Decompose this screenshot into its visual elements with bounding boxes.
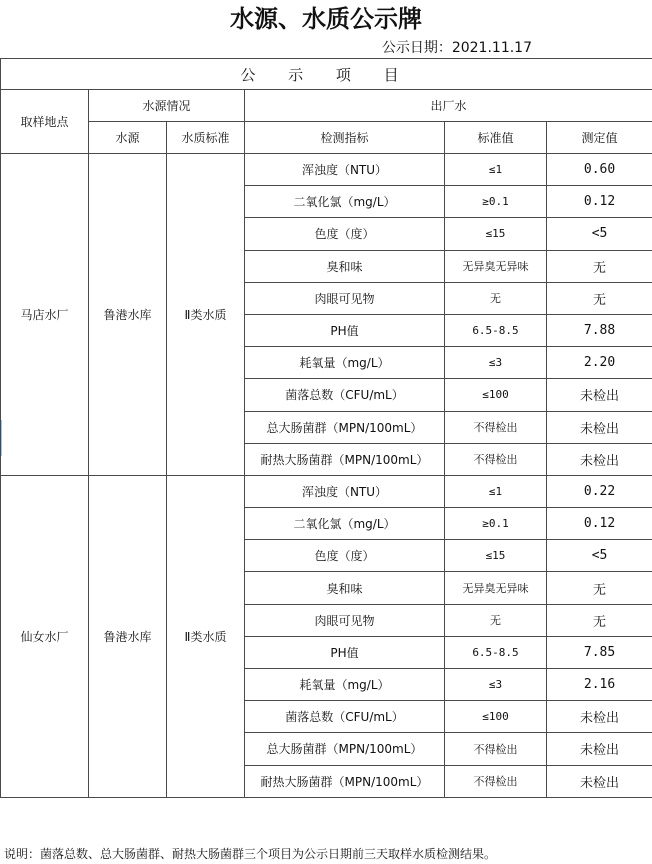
indicator-cell: 耗氧量（mg/L） bbox=[245, 669, 445, 701]
plant-name: 马店水厂 bbox=[1, 154, 89, 476]
standard-value-cell: ≤3 bbox=[445, 347, 547, 379]
publish-date: 公示日期：2021.11.17 bbox=[381, 40, 532, 56]
measured-value-cell: 未检出 bbox=[547, 379, 652, 411]
standard-value-cell: ≤100 bbox=[445, 379, 547, 411]
standard-value-cell: 不得检出 bbox=[445, 765, 547, 797]
standard-value-cell: ≤1 bbox=[445, 475, 547, 507]
indicator-cell: 浑浊度（NTU） bbox=[245, 475, 445, 507]
standard-value-cell: ≤15 bbox=[445, 540, 547, 572]
measured-value-cell: 无 bbox=[547, 572, 652, 604]
indicator-cell: 色度（度） bbox=[245, 540, 445, 572]
measured-value-cell: 0.22 bbox=[547, 475, 652, 507]
measured-value-cell: 2.16 bbox=[547, 669, 652, 701]
indicator-cell: 色度（度） bbox=[245, 218, 445, 250]
standard-value-cell: 不得检出 bbox=[445, 733, 547, 765]
measured-value-cell: 2.20 bbox=[547, 347, 652, 379]
standard-value-cell: ≤3 bbox=[445, 669, 547, 701]
indicator-cell: PH值 bbox=[245, 314, 445, 346]
measured-value-cell: 未检出 bbox=[547, 733, 652, 765]
standard-value-cell: 无 bbox=[445, 604, 547, 636]
water-source: 鲁港水库 bbox=[89, 154, 167, 476]
indicator-cell: 臭和味 bbox=[245, 572, 445, 604]
measured-value-cell: 0.60 bbox=[547, 154, 652, 186]
source-group-header: 水源情况 bbox=[89, 90, 245, 122]
standard-value-cell: 6.5-8.5 bbox=[445, 314, 547, 346]
indicator-cell: 臭和味 bbox=[245, 250, 445, 282]
table-row bbox=[1, 475, 652, 507]
measured-value-cell: 0.12 bbox=[547, 186, 652, 218]
measured-value-cell: 未检出 bbox=[547, 411, 652, 443]
indicator-cell: 耗氧量（mg/L） bbox=[245, 347, 445, 379]
measured-value-cell: 7.85 bbox=[547, 636, 652, 668]
measured-value-cell: 7.88 bbox=[547, 314, 652, 346]
indicator-cell: 耐热大肠菌群（MPN/100mL） bbox=[245, 765, 445, 797]
indicator-cell: 肉眼可见物 bbox=[245, 604, 445, 636]
indicator-cell: 二氧化氯（mg/L） bbox=[245, 186, 445, 218]
standard-value-cell: ≤100 bbox=[445, 701, 547, 733]
quality-grade: Ⅱ类水质 bbox=[167, 475, 245, 797]
standard-value-cell: 不得检出 bbox=[445, 443, 547, 475]
measured-value-cell: <5 bbox=[547, 218, 652, 250]
indicator-cell: 二氧化氯（mg/L） bbox=[245, 508, 445, 540]
quality-standard-header: 水质标准 bbox=[167, 122, 245, 154]
measured-value-cell: 无 bbox=[547, 604, 652, 636]
column-header-row bbox=[1, 122, 652, 154]
standard-value-cell: ≤1 bbox=[445, 154, 547, 186]
quality-grade: Ⅱ类水质 bbox=[167, 154, 245, 476]
indicator-cell: 浑浊度（NTU） bbox=[245, 154, 445, 186]
indicator-cell: 菌落总数（CFU/mL） bbox=[245, 379, 445, 411]
measured-value-cell: 未检出 bbox=[547, 443, 652, 475]
indicator-cell: PH值 bbox=[245, 636, 445, 668]
indicator-cell: 菌落总数（CFU/mL） bbox=[245, 701, 445, 733]
outlet-group-header: 出厂水 bbox=[245, 90, 652, 122]
measured-value-header: 测定值 bbox=[547, 122, 652, 154]
indicator-cell: 肉眼可见物 bbox=[245, 282, 445, 314]
standard-value-header: 标准值 bbox=[445, 122, 547, 154]
water-quality-table bbox=[0, 58, 652, 798]
location-header: 取样地点 bbox=[1, 90, 89, 154]
indicator-header: 检测指标 bbox=[245, 122, 445, 154]
water-source: 鲁港水库 bbox=[89, 475, 167, 797]
measured-value-cell: <5 bbox=[547, 540, 652, 572]
board-title: 水源、水质公示牌 bbox=[230, 4, 422, 33]
measured-value-cell: 未检出 bbox=[547, 765, 652, 797]
standard-value-cell: 6.5-8.5 bbox=[445, 636, 547, 668]
measured-value-cell: 0.12 bbox=[547, 508, 652, 540]
standard-value-cell: ≤15 bbox=[445, 218, 547, 250]
plant-name: 仙女水厂 bbox=[1, 475, 89, 797]
section-header: 公 示 项 目 bbox=[1, 59, 652, 90]
standard-value-cell: 无 bbox=[445, 282, 547, 314]
footnote: 说明：菌落总数、总大肠菌群、耐热大肠菌群三个项目为公示日期前三天取样水质检测结果。 bbox=[4, 847, 497, 861]
indicator-cell: 总大肠菌群（MPN/100mL） bbox=[245, 411, 445, 443]
group-header-row bbox=[1, 90, 652, 122]
source-header: 水源 bbox=[89, 122, 167, 154]
measured-value-cell: 未检出 bbox=[547, 701, 652, 733]
section-header-row bbox=[1, 59, 652, 90]
standard-value-cell: 无异臭无异味 bbox=[445, 572, 547, 604]
standard-value-cell: 无异臭无异味 bbox=[445, 250, 547, 282]
standard-value-cell: ≥0.1 bbox=[445, 508, 547, 540]
measured-value-cell: 无 bbox=[547, 250, 652, 282]
standard-value-cell: 不得检出 bbox=[445, 411, 547, 443]
measured-value-cell: 无 bbox=[547, 282, 652, 314]
indicator-cell: 耐热大肠菌群（MPN/100mL） bbox=[245, 443, 445, 475]
table-row bbox=[1, 154, 652, 186]
standard-value-cell: ≥0.1 bbox=[445, 186, 547, 218]
indicator-cell: 总大肠菌群（MPN/100mL） bbox=[245, 733, 445, 765]
